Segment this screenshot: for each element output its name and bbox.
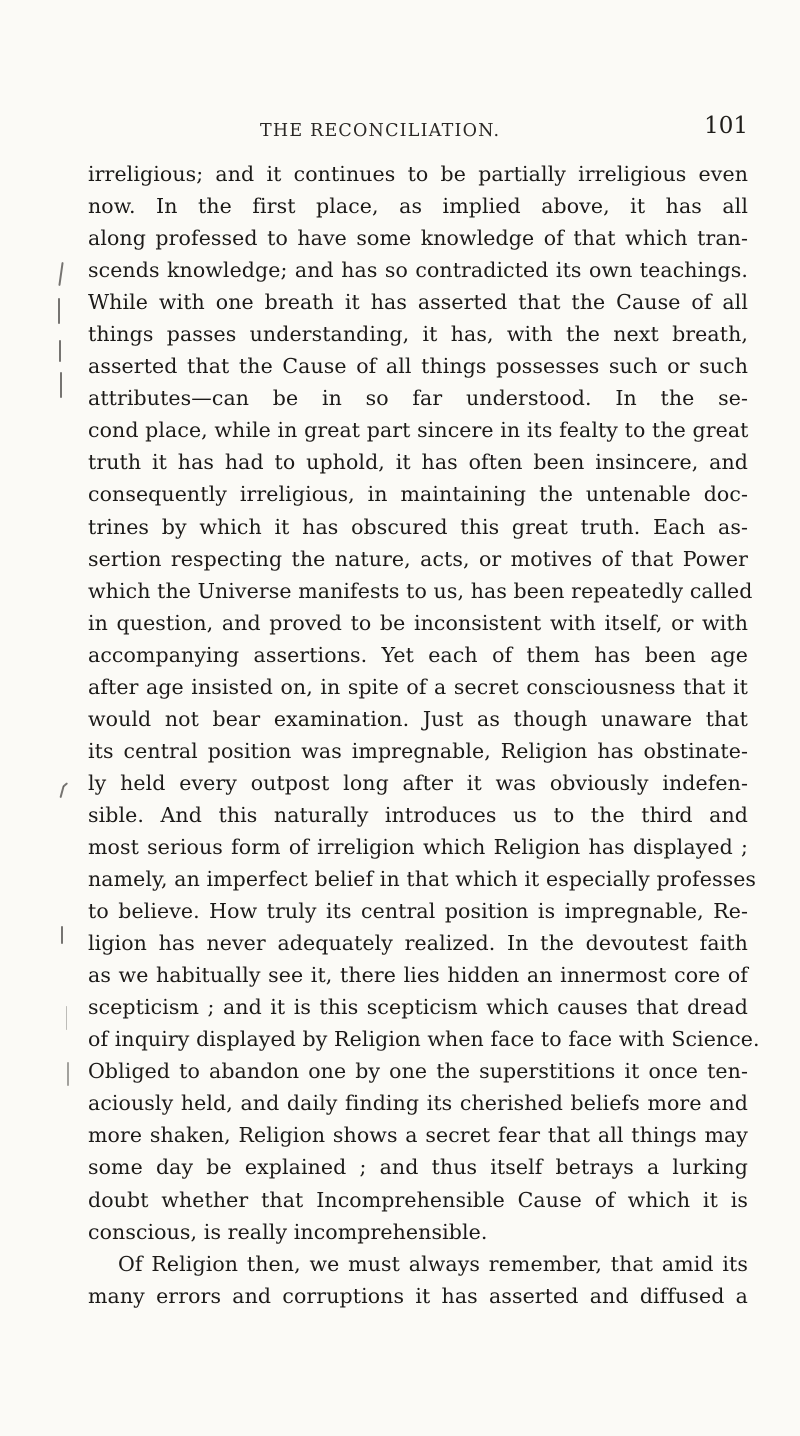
text-line: along professed to have some knowledge of that which tran-: [88, 226, 748, 251]
text-line: ligion has never adequately realized. In the devoutest faith: [88, 931, 748, 956]
text-line: which the Universe manifests to us, has been repeatedly called: [88, 578, 753, 603]
text-line: sible. And this naturally introduces us to the third and: [88, 802, 748, 827]
text-line: in question, and proved to be inconsistent with itself, or with: [88, 610, 748, 635]
text-line: its central position was impregnable, Religion has obstinate-: [88, 738, 748, 763]
text-line: ly held every outpost long after it was obviously indefen-: [88, 770, 748, 795]
text-line: Obliged to abandon one by one the superstitions it once ten-: [88, 1059, 748, 1084]
text-line: consequently irreligious, in maintaining the untenable doc-: [88, 482, 748, 507]
text-line: attributes—can be in so far understood. In the se-: [88, 386, 748, 411]
margin-pencil-mark: [58, 262, 63, 286]
text-line: now. In the first place, as implied above, it has all: [88, 194, 748, 219]
text-line: after age insisted on, in spite of a secret consciousness that it: [88, 674, 748, 699]
margin-pencil-mark: [60, 372, 62, 398]
text-line: sertion respecting the nature, acts, or motives of that Power: [88, 546, 748, 571]
margin-pencil-mark: [67, 1062, 69, 1086]
text-line: as we habitually see it, there lies hidden an innermost core of: [88, 963, 748, 988]
text-line: namely, an imperfect belief in that which it especially professes: [88, 867, 757, 892]
text-line: truth it has had to uphold, it has often been insincere, and: [88, 450, 748, 475]
running-head: [88, 113, 748, 147]
text-line: scends knowledge; and has so contradicted its own teachings.: [88, 258, 748, 283]
text-line: more shaken, Religion shows a secret fear that all things may: [88, 1123, 748, 1148]
running-title: THE RECONCILIATION.: [260, 121, 501, 141]
text-line: to believe. How truly its central position is impregnable, Re-: [88, 899, 748, 924]
margin-pencil-mark: [66, 1006, 67, 1030]
text-line: many errors and corruptions it has asserted and diffused a: [88, 1283, 748, 1308]
text-line: most serious form of irreligion which Religion has displayed ;: [88, 834, 748, 859]
text-line: accompanying assertions. Yet each of them has been age: [88, 642, 748, 667]
text-line: asserted that the Cause of all things possesses such or such: [88, 354, 748, 379]
text-line: trines by which it has obscured this great truth. Each as-: [88, 514, 748, 539]
text-line: irreligious; and it continues to be partially irreligious even: [88, 162, 748, 186]
text-line: cond place, while in great part sincere in its fealty to the great: [88, 418, 749, 443]
text-line: would not bear examination. Just as though unaware that: [88, 706, 748, 731]
text-line: some day be explained ; and thus itself betrays a lurking: [88, 1155, 748, 1180]
margin-pencil-mark: [61, 926, 63, 944]
text-line: doubt whether that Incomprehensible Cause of which it is: [88, 1187, 748, 1212]
text-line: aciously held, and daily finding its cherished beliefs more and: [88, 1091, 748, 1116]
text-line: While with one breath it has asserted that the Cause of all: [88, 290, 748, 315]
text-line: scepticism ; and it is this scepticism which causes that dread: [88, 995, 748, 1020]
page-number: 101: [704, 113, 748, 139]
margin-pencil-mark: [59, 786, 64, 798]
text-line: Of Religion then, we must always remember, that amid its: [118, 1251, 748, 1276]
text-line: things passes understanding, it has, with the next breath,: [88, 322, 748, 347]
margin-pencil-mark: [58, 298, 60, 324]
margin-pencil-mark: [59, 340, 61, 362]
body-text: [88, 158, 760, 1312]
text-line: of inquiry displayed by Religion when face to face with Science.: [88, 1027, 760, 1052]
text-line: conscious, is really incomprehensible.: [88, 1219, 488, 1244]
